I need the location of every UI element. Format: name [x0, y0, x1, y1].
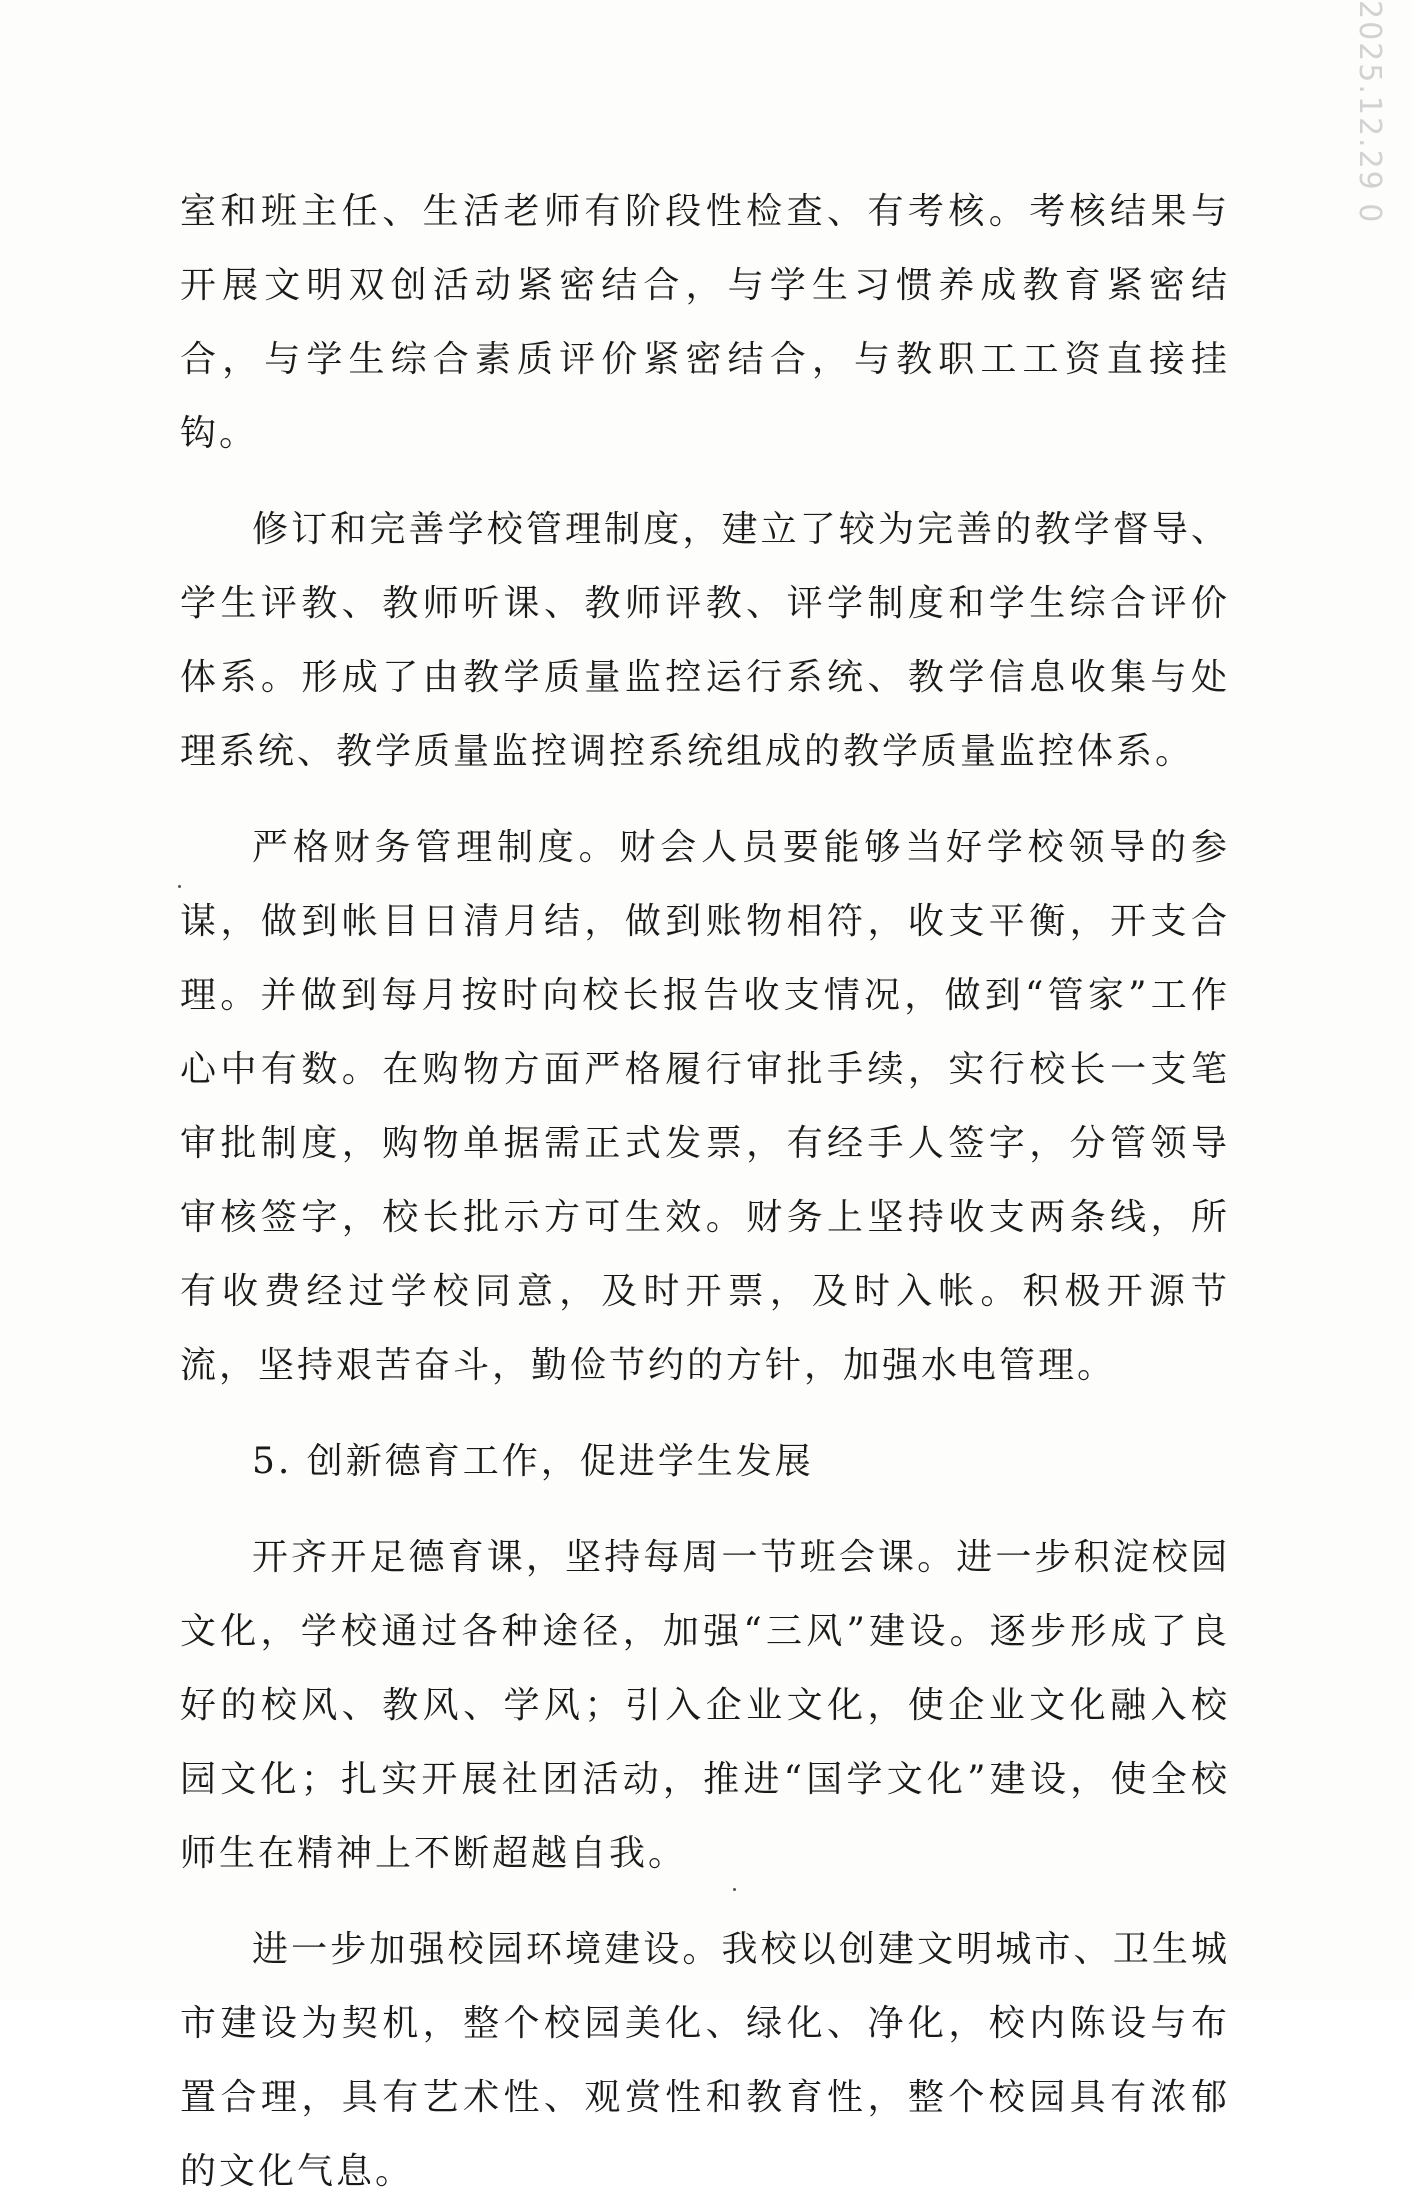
section-heading: 5. 创新德育工作，促进学生发展 — [252, 1441, 814, 1482]
paragraph-5: 进一步加强校园环境建设。我校以创建文明城市、卫生城市建设为契机，整个校园美化、绿化、净化，校内陈设与布置合理，具有艺术性、观赏性和教育性，整个校园具有浓郁的文化气息。 — [180, 1929, 1230, 2192]
scan-speck — [733, 1888, 736, 1891]
scan-speck — [178, 885, 181, 888]
paragraph-1: 室和班主任、生活老师有阶段性检查、有考核。考核结果与开展文明双创活动紧密结合，与学生习惯养成教育紧密结合，与学生综合素质评价紧密结合，与教职工工资直接挂钩。 — [180, 191, 1230, 454]
paragraph-4: 开齐开足德育课，坚持每周一节班会课。进一步积淀校园文化，学校通过各种途径，加强“三风”建设。逐步形成了良好的校风、教风、学风；引入企业文化，使企业文化融入校园文化；扎实开展社团活动，推进“国学文化”建设，使全校师生在精神上不断超越自我。 — [180, 1537, 1230, 1874]
document-body — [180, 175, 1230, 2209]
paragraph-2: 修订和完善学校管理制度，建立了较为完善的教学督导、学生评教、教师听课、教师评教、评学制度和学生综合评价体系。形成了由教学质量监控运行系统、教学信息收集与处理系统、教学质量监控调控系统组成的教学质量监控体系。 — [180, 509, 1230, 772]
date-stamp: 2025.12.29 0 — [1352, 0, 1387, 225]
paragraph-3: 严格财务管理制度。财会人员要能够当好学校领导的参谋，做到帐目日清月结，做到账物相符，收支平衡，开支合理。并做到每月按时向校长报告收支情况，做到“管家”工作心中有数。在购物方面严格履行审批手续，实行校长一支笔审批制度，购物单据需正式发票，有经手人签字，分管领导审核签字，校长批示方可生效。财务上坚持收支两条线，所有收费经过学校同意，及时开票，及时入帐。积极开源节流，坚持艰苦奋斗，勤俭节约的方针，加强水电管理。 — [180, 827, 1230, 1386]
